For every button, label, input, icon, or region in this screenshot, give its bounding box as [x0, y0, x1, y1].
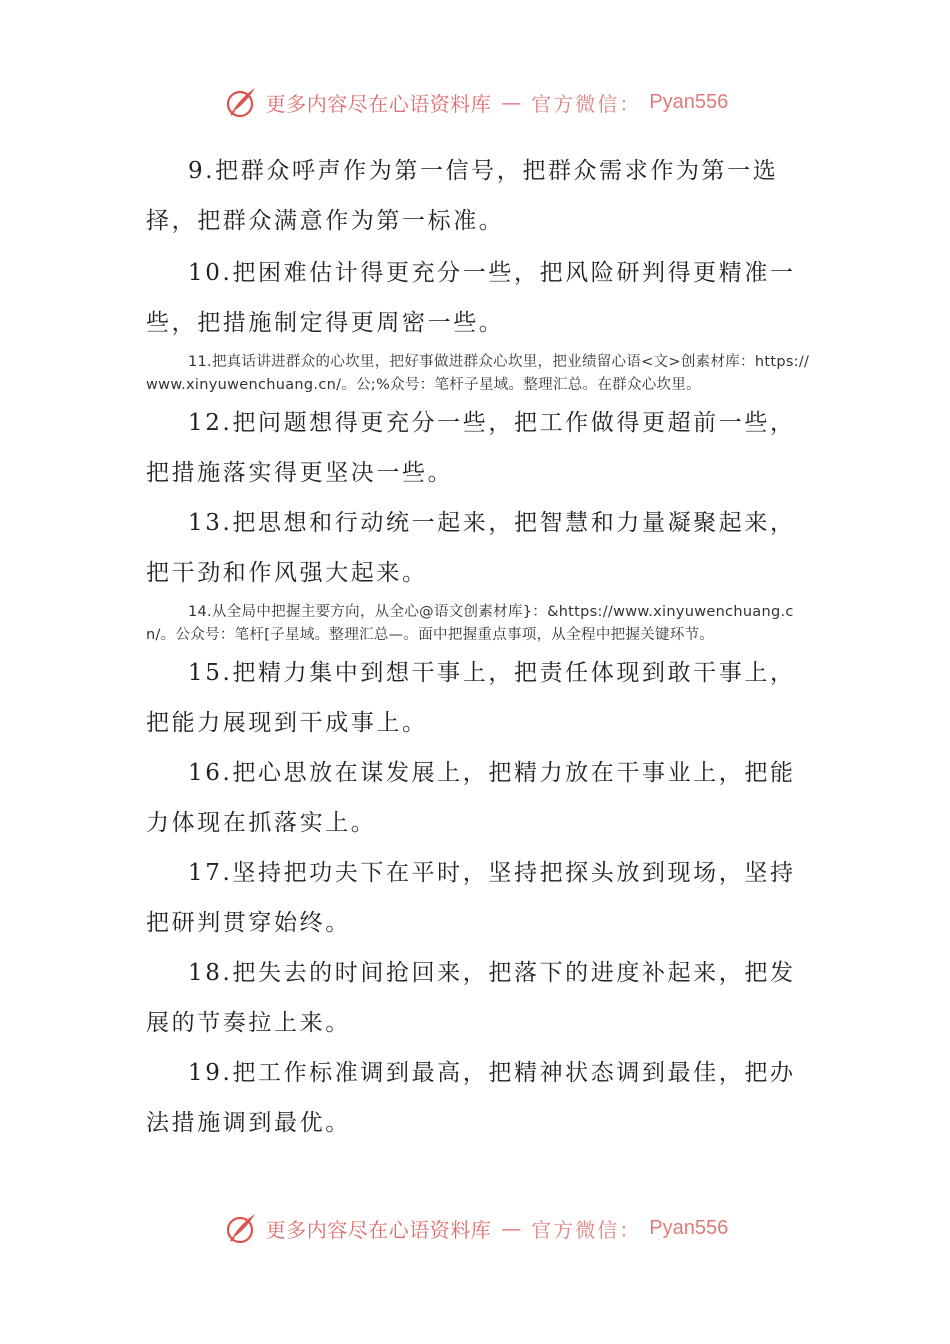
paragraph-12: 12.把问题想得更充分一些，把工作做得更超前一些，把措施落实得更坚决一些。	[146, 410, 796, 486]
paragraph-17: 17.坚持把功夫下在平时，坚持把探头放到现场，坚持把研判贯穿始终。	[146, 860, 796, 936]
footer-banner-wechat-id: Pyan556	[649, 1216, 729, 1239]
banner-wechat-id: Pyan556	[649, 90, 729, 113]
banner-title: 更多内容尽在心语资料库	[265, 91, 492, 116]
footer-banner-subtitle: 官方微信：	[531, 1217, 642, 1242]
paragraph-19: 19.把工作标准调到最高，把精神状态调到最佳，把办法措施调到最优。	[146, 1060, 796, 1136]
paragraph-11: 11.把真话讲进群众的心坎里，把好事做进群众心坎里，把业绩留心语<文>创素材库：https://www.xinyuwenchuang.cn/。公;%众号：笔杆子星域。整理汇总。在群众心坎里。	[146, 354, 810, 393]
footer-banner-title: 更多内容尽在心语资料库	[265, 1217, 492, 1242]
header-banner	[0, 82, 950, 122]
banner-separator: —	[501, 90, 522, 114]
footer-banner-separator: —	[501, 1216, 522, 1240]
paragraph-14: 14.从全局中把握主要方向，从全心@语文创素材库}：&https://www.xinyuwenchuang.cn/。公众号：笔杆[子星域。整理汇总—。面中把握重点事项，从全程中把握关键环节。	[146, 604, 794, 643]
paragraph-10: 10.把困难估计得更充分一些，把风险研判得更精准一些，把措施制定得更周密一些。	[146, 260, 796, 336]
quill-logo-icon	[222, 1210, 258, 1246]
quill-logo-icon	[222, 84, 258, 120]
paragraph-13: 13.把思想和行动统一起来，把智慧和力量凝聚起来，把干劲和作风强大起来。	[146, 510, 796, 586]
document-body	[146, 146, 816, 1148]
paragraph-16: 16.把心思放在谋发展上，把精力放在干事业上，把能力体现在抓落实上。	[146, 760, 796, 836]
paragraph-9: 9.把群众呼声作为第一信号，把群众需求作为第一选择，把群众满意作为第一标准。	[146, 158, 779, 234]
paragraph-15: 15.把精力集中到想干事上，把责任体现到敢干事上，把能力展现到干成事上。	[146, 660, 796, 736]
footer-banner	[0, 1208, 950, 1248]
paragraph-18: 18.把失去的时间抢回来，把落下的进度补起来，把发展的节奏拉上来。	[146, 960, 796, 1036]
banner-subtitle: 官方微信：	[531, 91, 642, 116]
